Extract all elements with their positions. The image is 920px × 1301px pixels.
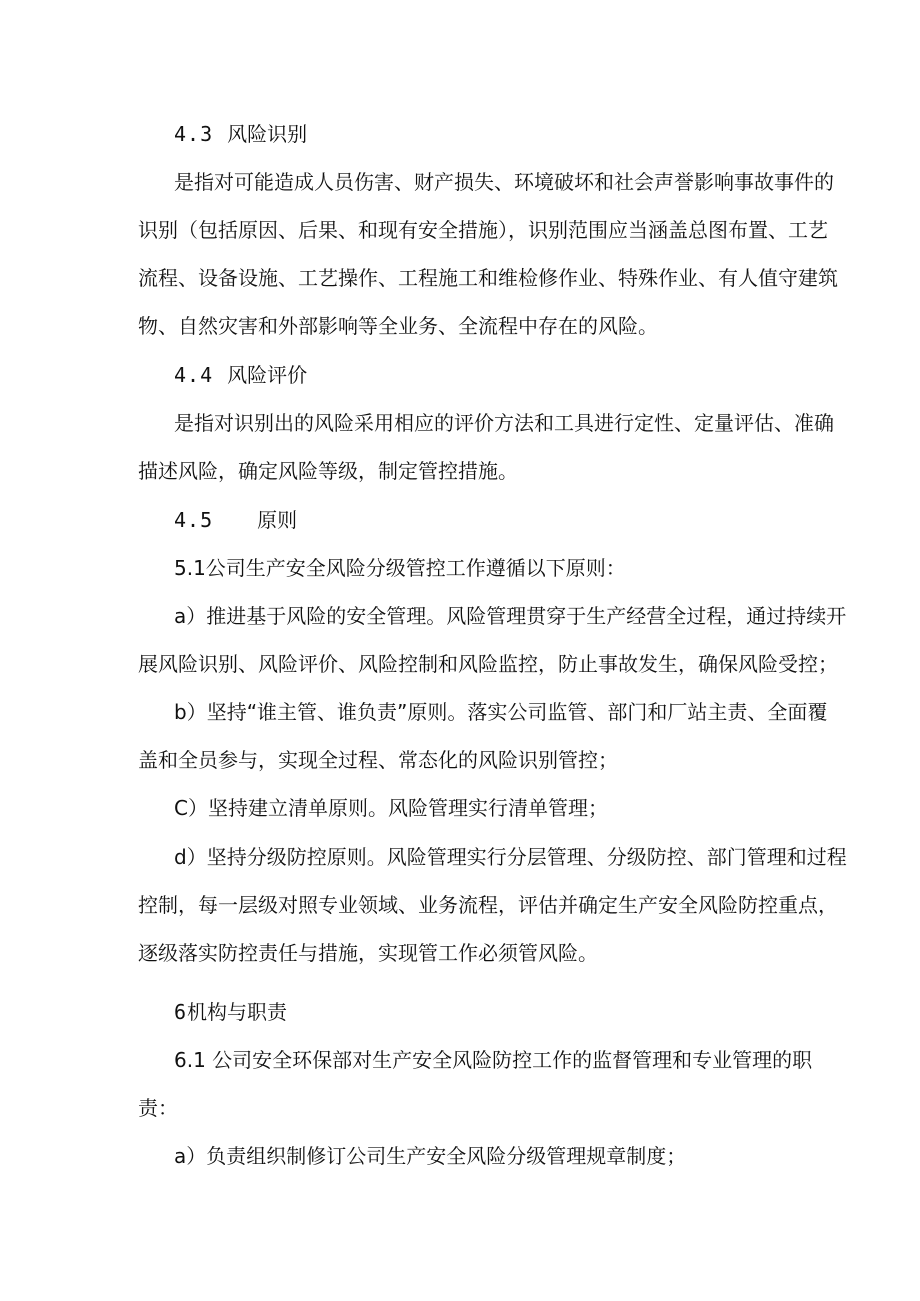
paragraph-line: 5.1公司生产安全风险分级管控工作遵循以下原则： [174,556,626,580]
list-item-line: d）坚持分级防控原则。风险管理实行分层管理、分级防控、部门管理和过程 [174,845,847,869]
section-title: 原则 [257,508,298,532]
paragraph-line: 物、自然灾害和外部影响等全业务、全流程中存在的风险。 [138,314,658,338]
paragraph-line: 是指对识别出的风险采用相应的评价方法和工具进行定性、定量评估、准确 [174,411,834,435]
section-title: 机构与职责 [187,1000,288,1024]
section-number: 6 [174,1000,188,1024]
paragraph-line: 描述风险，确定风险等级，制定管控措施。 [138,459,518,483]
list-item-line: C）坚持建立清单原则。风险管理实行清单管理； [174,796,608,820]
section-title: 风险识别 [227,122,308,146]
paragraph-line: 6.1 公司安全环保部对生产安全风险防控工作的监督管理和专业管理的职 [174,1048,813,1072]
section-heading-4-5 [174,508,297,532]
list-item-line: 展风险识别、风险评价、风险控制和风险监控，防止事故发生，确保风险受控； [138,652,838,676]
list-item-line: 逐级落实防控责任与措施，实现管工作必须管风险。 [138,941,598,965]
section-number: 4.5 [174,508,214,532]
section-number: 4.3 [174,122,214,146]
list-item-line: a）负责组织制修订公司生产安全风险分级管理规章制度； [174,1144,687,1168]
section-number: 4.4 [174,363,214,387]
section-heading-4-3 [174,122,307,146]
paragraph-line: 流程、设备设施、工艺操作、工程施工和维检修作业、特殊作业、有人值守建筑 [138,266,838,290]
paragraph-line: 责： [138,1096,178,1120]
section-title: 风险评价 [227,363,308,387]
list-item-line: b）坚持“谁主管、谁负责”原则。落实公司监管、部门和厂站主责、全面覆 [174,700,828,724]
section-heading-4-4 [174,363,307,387]
list-item-line: 盖和全员参与，实现全过程、常态化的风险识别管控； [138,748,618,772]
list-item-line: 控制，每一层级对照专业领域、业务流程，评估并确定生产安全风险防控重点， [138,893,838,917]
section-heading-6 [174,1000,287,1024]
list-item-line: a）推进基于风险的安全管理。风险管理贯穿于生产经营全过程，通过持续开 [174,604,847,628]
paragraph-line: 是指对可能造成人员伤害、财产损失、环境破坏和社会声誉影响事故事件的 [174,170,834,194]
paragraph-line: 识别（包括原因、后果、和现有安全措施），识别范围应当涵盖总图布置、工艺 [138,218,828,242]
